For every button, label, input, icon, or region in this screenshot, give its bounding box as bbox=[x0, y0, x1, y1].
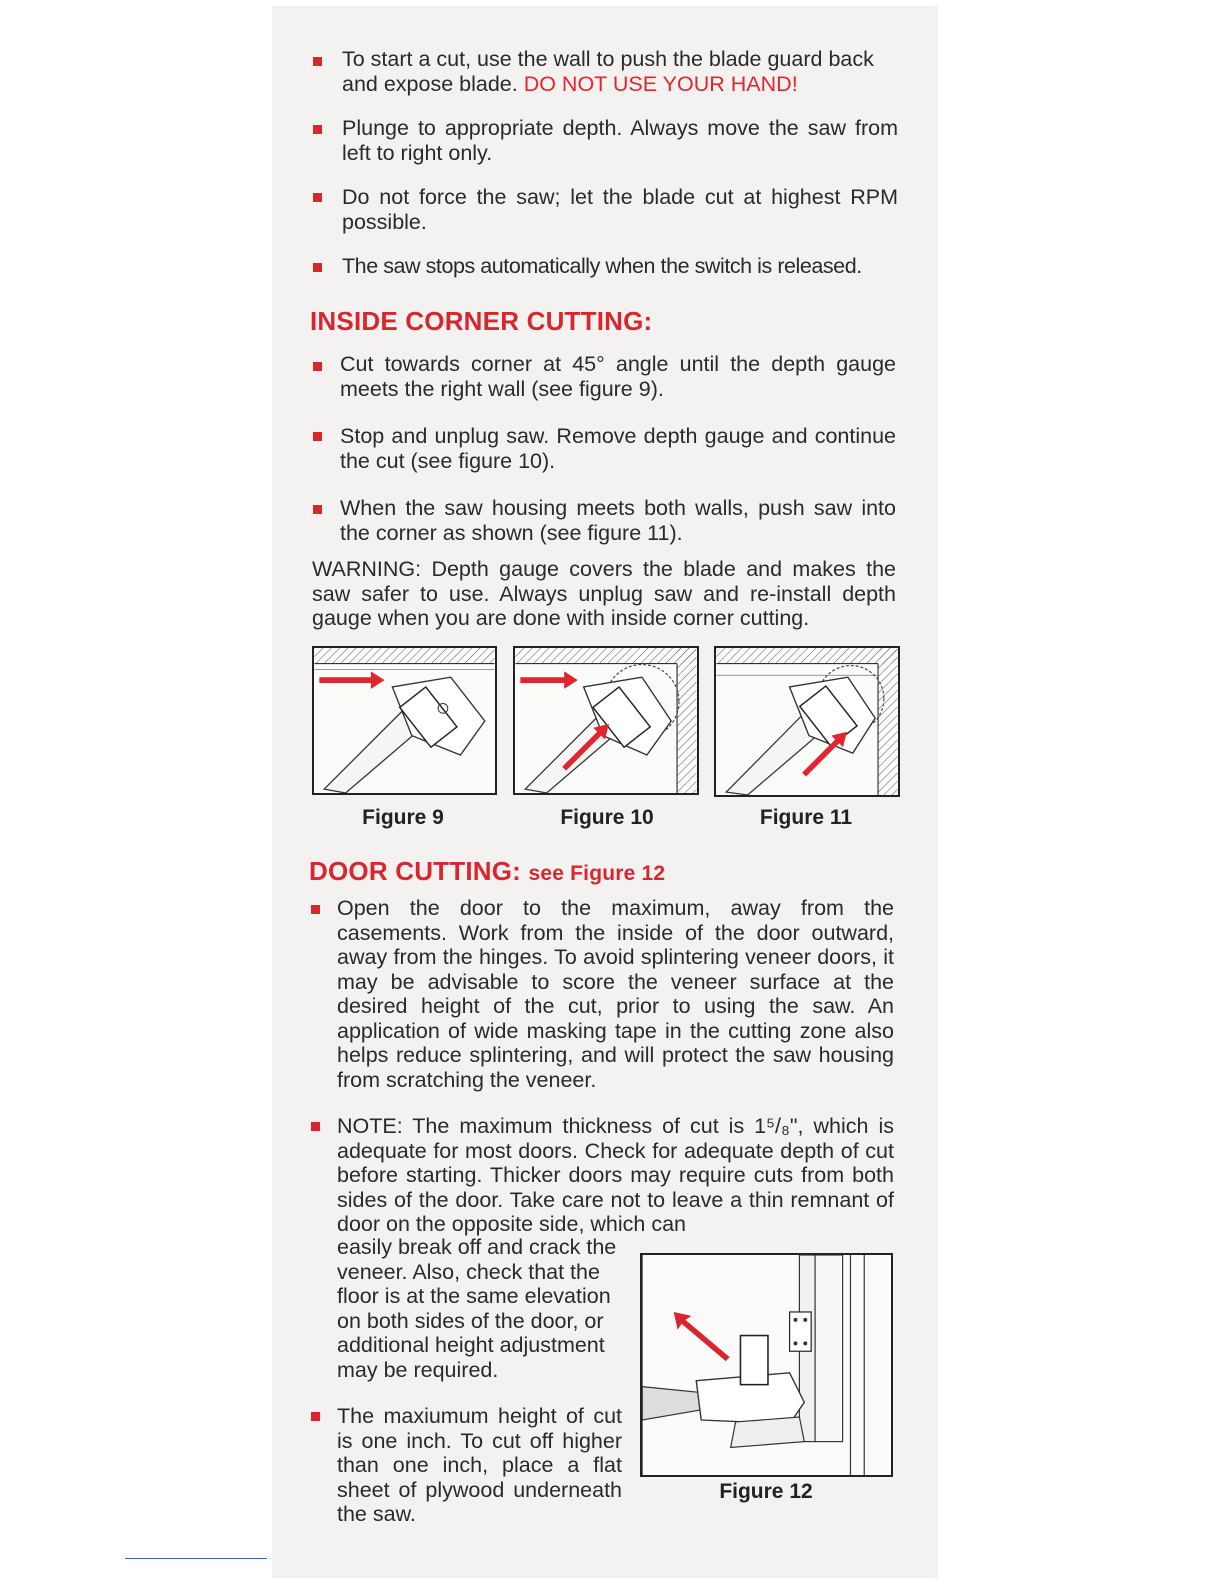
thickness-note-continued: easily break off and crack the veneer. Also, check that the floor is at the same elevation on both sides of the door, or additional height adjustment may be required. bbox=[337, 1235, 617, 1382]
figure-11-illustration bbox=[714, 646, 900, 797]
intro-bullet-1 bbox=[342, 47, 902, 96]
figure-9-illustration bbox=[312, 646, 497, 795]
bullet-marker bbox=[313, 362, 322, 371]
intro-bullet-2: Plunge to appropriate depth. Always move the saw from left to right only. bbox=[342, 116, 898, 165]
door-cutting-figure-ref: see Figure 12 bbox=[528, 862, 666, 885]
bullet-marker bbox=[311, 1412, 320, 1421]
bullet-marker bbox=[313, 432, 322, 441]
bullet-marker bbox=[311, 905, 320, 914]
bullet-marker bbox=[313, 57, 322, 66]
bullet-marker bbox=[313, 193, 322, 202]
figure-9-drawing bbox=[314, 648, 495, 793]
wall-hatch bbox=[314, 648, 494, 664]
figure-12-illustration bbox=[640, 1253, 893, 1477]
arrow-right-icon bbox=[319, 671, 384, 689]
inside-corner-heading: INSIDE CORNER CUTTING: bbox=[310, 306, 653, 336]
intro-bullet-3: Do not force the saw; let the blade cut at highest RPM possible. bbox=[342, 185, 898, 234]
footnote-rule bbox=[125, 1558, 267, 1559]
figure-12-caption: Figure 12 bbox=[719, 1480, 813, 1503]
figure-10-illustration bbox=[513, 646, 699, 795]
bullet-marker bbox=[313, 505, 322, 514]
figure-11-caption: Figure 11 bbox=[759, 806, 853, 829]
figure-12-drawing bbox=[642, 1255, 891, 1475]
figure-10-caption: Figure 10 bbox=[560, 806, 654, 829]
door-cutting-bullet-1: Open the door to the maximum, away from the casements. Work from the inside of the door outward, away from the hinges. To avoid splintering veneer doors, it may be advisable to score the veneer surface at the desired height of the cut, prior to using the saw. An application of wide masking tape in the cutting zone also helps reduce splintering, and will protect the saw housing from scratching the veneer. bbox=[337, 896, 894, 1092]
no-hand-warning: DO NOT USE YOUR HAND! bbox=[523, 71, 798, 96]
arrow-right-icon bbox=[520, 671, 577, 689]
door-edge bbox=[815, 1255, 843, 1442]
door-cutting-title: DOOR CUTTING: bbox=[309, 856, 522, 886]
figure-10-drawing bbox=[515, 648, 697, 793]
thickness-note: NOTE: The maximum thickness of cut is 1⁵/₈", which is adequate for most doors. Check for adequate depth of cut before starting. Thicker doors may require cuts from both sides of the door. Take care not to leave a thin remnant of door on the opposite side, which can bbox=[337, 1114, 894, 1236]
motor-block bbox=[740, 1336, 768, 1385]
figure-9-caption: Figure 9 bbox=[362, 806, 444, 829]
door-hinge bbox=[790, 1312, 812, 1351]
arrow-up-left-icon bbox=[674, 1312, 730, 1361]
inside-corner-bullet-1: Cut towards corner at 45° angle until the depth gauge meets the right wall (see figure 9). bbox=[340, 352, 896, 401]
saw-base bbox=[731, 1417, 805, 1447]
inside-corner-bullet-2: Stop and unplug saw. Remove depth gauge and continue the cut (see figure 10). bbox=[340, 424, 896, 473]
bullet-marker bbox=[311, 1122, 320, 1131]
bullet-marker bbox=[313, 125, 322, 134]
door-cutting-bullet-3: The maxiumum height of cut is one inch. To cut off higher than one inch, place a flat sheet of plywood underneath the saw. bbox=[337, 1404, 622, 1526]
intro-bullet-4: The saw stops automatically when the switch is released. bbox=[342, 254, 862, 278]
depth-gauge-warning: WARNING: Depth gauge covers the blade and makes the saw safer to use. Always unplug saw and re-install depth gauge when you are done with inside corner cutting. bbox=[312, 557, 896, 630]
door-cutting-heading bbox=[309, 856, 665, 887]
figure-11-drawing bbox=[716, 648, 898, 795]
inside-corner-bullet-3: When the saw housing meets both walls, push saw into the corner as shown (see figure 11). bbox=[340, 496, 896, 545]
intro-bullet-1-text: To start a cut, use the wall to push the blade guard back and expose blade. bbox=[342, 47, 874, 96]
bullet-marker bbox=[313, 263, 322, 272]
